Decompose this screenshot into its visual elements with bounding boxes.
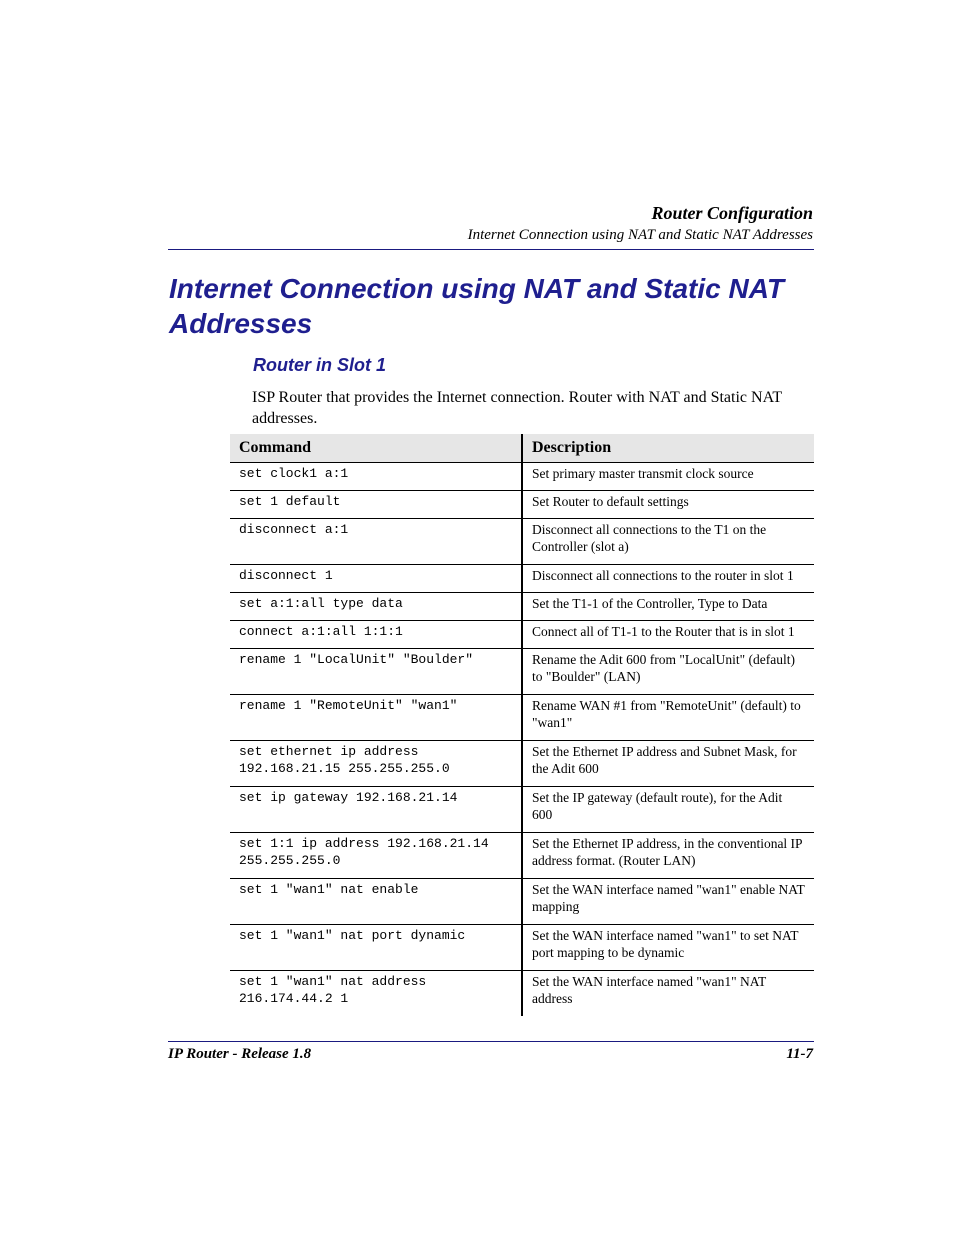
command-cell: set 1 "wan1" nat enable: [230, 879, 522, 925]
description-cell: Disconnect all connections to the T1 on the Controller (slot a): [522, 519, 814, 565]
page-title: Internet Connection using NAT and Static NAT Addresses: [169, 273, 784, 339]
running-header-chapter: Router Configuration: [651, 203, 813, 223]
command-cell: connect a:1:all 1:1:1: [230, 621, 522, 649]
header-rule: [168, 249, 814, 250]
command-cell: set 1 default: [230, 491, 522, 519]
description-cell: Set primary master transmit clock source: [522, 463, 814, 491]
page-number: 11-7: [786, 1046, 813, 1062]
description-cell: Set the WAN interface named "wan1" to set NAT port mapping to be dynamic: [522, 925, 814, 971]
command-cell: disconnect 1: [230, 565, 522, 593]
table-row: [230, 565, 814, 593]
table-row: [230, 741, 814, 787]
intro-paragraph: ISP Router that provides the Internet connection. Router with NAT and Static NAT addresses.: [252, 389, 782, 427]
command-cell: disconnect a:1: [230, 519, 522, 565]
command-cell: set 1:1 ip address 192.168.21.14 255.255.255.0: [230, 833, 522, 879]
table-row: [230, 621, 814, 649]
table-row: [230, 787, 814, 833]
footer-product: IP Router - Release 1.8: [168, 1046, 312, 1062]
description-cell: Set the WAN interface named "wan1" enable NAT mapping: [522, 879, 814, 925]
description-cell: Disconnect all connections to the router in slot 1: [522, 565, 814, 593]
command-table: [230, 434, 814, 1016]
command-cell: set 1 "wan1" nat address 216.174.44.2 1: [239, 974, 435, 1006]
command-cell: set a:1:all type data: [230, 593, 522, 621]
table-row: [230, 491, 814, 519]
description-cell: Set the Ethernet IP address, in the conventional IP address format. (Router LAN): [522, 833, 814, 879]
table-row: [230, 879, 814, 925]
description-cell: Set the WAN interface named "wan1" NAT address: [522, 971, 814, 1017]
description-cell: Set Router to default settings: [522, 491, 814, 519]
table-row: [230, 463, 814, 491]
description-cell: Rename the Adit 600 from "LocalUnit" (default) to "Boulder" (LAN): [522, 649, 814, 695]
command-cell: rename 1 "RemoteUnit" "wan1": [230, 695, 522, 741]
command-cell: set ip gateway 192.168.21.14: [230, 787, 522, 833]
column-header-description: Description: [522, 434, 814, 463]
command-cell: set ethernet ip address 192.168.21.15 255.255.255.0: [230, 741, 522, 787]
running-header-section: Internet Connection using NAT and Static NAT Addresses: [467, 227, 813, 243]
description-cell: Set the Ethernet IP address and Subnet Mask, for the Adit 600: [522, 741, 814, 787]
table-row: [230, 649, 814, 695]
table-row: [230, 593, 814, 621]
command-cell: set clock1 a:1: [230, 463, 522, 491]
table-header-row: [230, 434, 814, 463]
column-header-command: Command: [230, 434, 522, 463]
command-cell: rename 1 "LocalUnit" "Boulder": [230, 649, 522, 695]
table-row: [230, 833, 814, 879]
description-cell: Set the IP gateway (default route), for the Adit 600: [522, 787, 814, 833]
description-cell: Connect all of T1-1 to the Router that is in slot 1: [522, 621, 814, 649]
section-title: Router in Slot 1: [253, 355, 387, 375]
table-row: [230, 971, 814, 1017]
table-row: [230, 695, 814, 741]
command-cell: set 1 "wan1" nat port dynamic: [230, 925, 522, 971]
description-cell: Rename WAN #1 from "RemoteUnit" (default) to "wan1": [522, 695, 814, 741]
table-row: [230, 519, 814, 565]
footer-rule: [168, 1041, 814, 1042]
description-cell: Set the T1-1 of the Controller, Type to Data: [522, 593, 814, 621]
table-row: [230, 925, 814, 971]
